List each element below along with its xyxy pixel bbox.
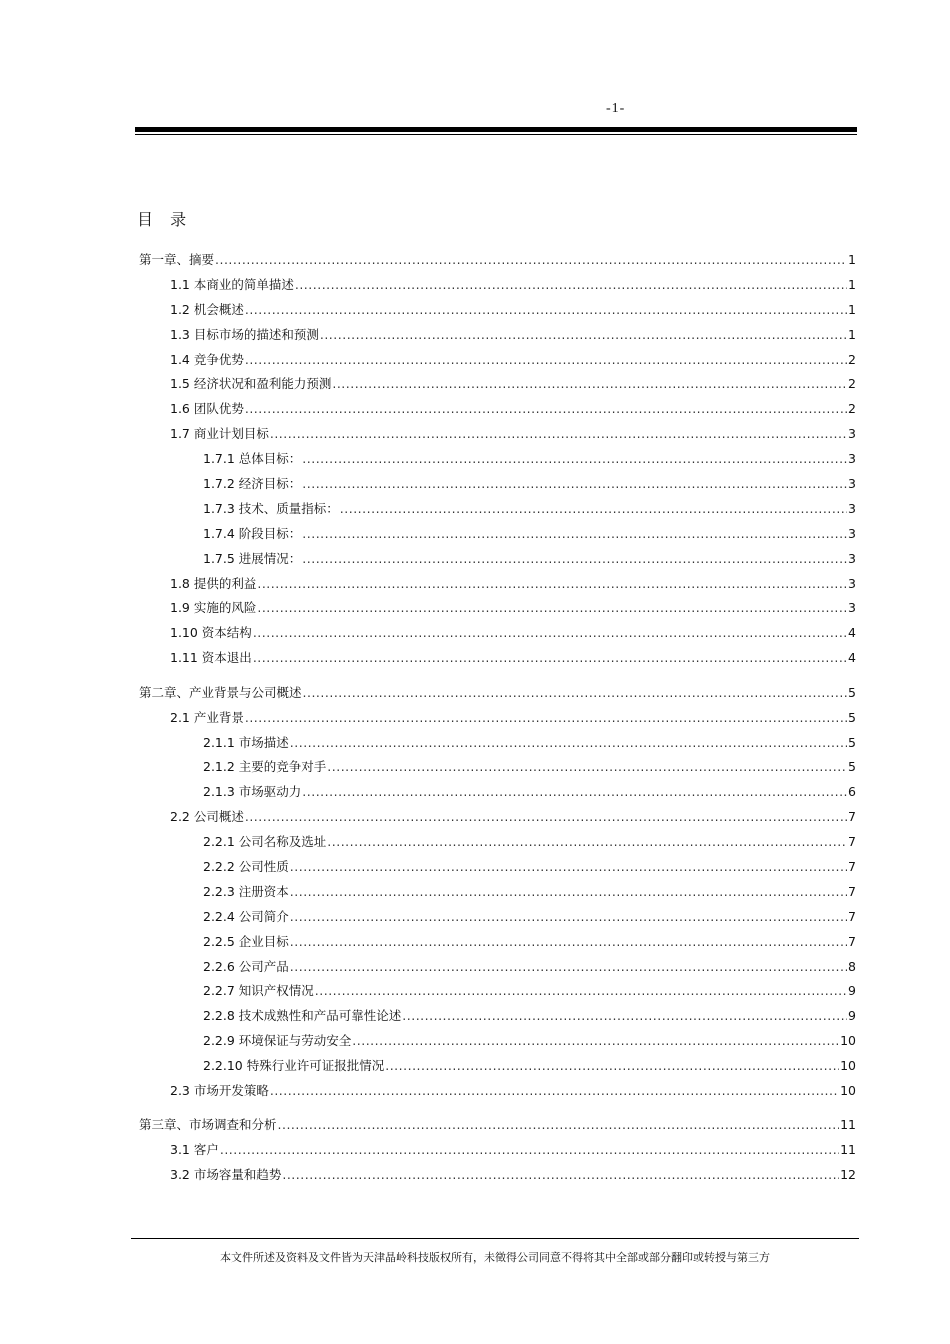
toc-title: 目 录 — [137, 210, 193, 229]
toc-entry[interactable] — [139, 1138, 856, 1163]
toc-dot-leader — [302, 522, 847, 547]
toc-entry-label: 2.3 市场开发策略 — [170, 1082, 269, 1098]
toc-dot-leader — [282, 1163, 839, 1188]
toc-entry-page: 3 — [848, 500, 856, 516]
toc-entry-page: 8 — [848, 958, 856, 974]
toc-entry[interactable] — [139, 447, 856, 472]
toc-entry-label: 2.2.2 公司性质 — [203, 858, 289, 874]
footer-copyright-notice: 本文件所述及资料及文件皆为天津晶岭科技版权所有，未徵得公司同意不得将其中全部或部分翻印或转授与第三方 — [220, 1251, 770, 1264]
toc-entry-label: 1.8 提供的利益 — [170, 575, 257, 591]
toc-dot-leader — [385, 1054, 839, 1079]
toc-dot-leader — [402, 1004, 847, 1029]
toc-entry[interactable] — [139, 646, 856, 671]
toc-entry-page: 4 — [848, 650, 856, 666]
header-rule-thick — [135, 127, 857, 132]
toc-dot-leader — [352, 1029, 839, 1054]
toc-dot-leader — [327, 830, 847, 855]
toc-dot-leader — [220, 1138, 839, 1163]
toc-entry-page: 2 — [848, 351, 856, 367]
toc-entry-label: 2.2.4 公司简介 — [203, 908, 289, 924]
toc-entry[interactable] — [139, 1004, 856, 1029]
toc-entry[interactable] — [139, 348, 856, 373]
toc-dot-leader — [303, 681, 847, 706]
toc-entry-label: 1.7 商业计划目标 — [170, 426, 269, 442]
toc-dot-leader — [302, 447, 847, 472]
toc-entry[interactable] — [139, 706, 856, 731]
toc-dot-leader — [290, 880, 847, 905]
toc-dot-leader — [257, 596, 847, 621]
toc-entry-page: 6 — [848, 784, 856, 800]
toc-dot-leader — [302, 547, 847, 572]
toc-chapter-entry[interactable] — [139, 681, 856, 706]
toc-entry[interactable] — [139, 372, 856, 397]
table-of-contents — [139, 248, 856, 1188]
toc-entry-page: 10 — [840, 1058, 856, 1074]
toc-entry-page: 12 — [840, 1167, 856, 1183]
toc-dot-leader — [270, 1079, 839, 1104]
toc-entry-label: 1.7.1 总体目标： — [203, 451, 302, 467]
toc-entry-page: 2 — [848, 376, 856, 392]
toc-entry[interactable] — [139, 1029, 856, 1054]
toc-entry-page: 11 — [840, 1142, 856, 1158]
toc-entry-page: 5 — [848, 709, 856, 725]
toc-entry-page: 11 — [840, 1117, 856, 1133]
toc-entry-page: 3 — [848, 451, 856, 467]
toc-entry-page: 5 — [848, 684, 856, 700]
toc-dot-leader — [215, 248, 847, 273]
toc-entry-label: 1.4 竞争优势 — [170, 351, 244, 367]
toc-dot-leader — [245, 706, 847, 731]
toc-entry-page: 9 — [848, 983, 856, 999]
toc-entry-page: 7 — [848, 883, 856, 899]
toc-dot-leader — [253, 621, 847, 646]
toc-entry-page: 1 — [848, 326, 856, 342]
toc-entry-label: 3.1 客户 — [170, 1142, 219, 1158]
footer-rule — [131, 1238, 859, 1239]
toc-entry-label: 2.2.3 注册资本 — [203, 883, 289, 899]
toc-entry-label: 1.7.4 阶段目标： — [203, 525, 302, 541]
toc-dot-leader — [245, 298, 847, 323]
toc-entry-page: 3 — [848, 600, 856, 616]
toc-entry-page: 10 — [840, 1033, 856, 1049]
toc-entry[interactable] — [139, 930, 856, 955]
toc-dot-leader — [245, 805, 847, 830]
toc-dot-leader — [302, 780, 847, 805]
toc-entry[interactable] — [139, 572, 856, 597]
toc-entry-page: 3 — [848, 426, 856, 442]
toc-dot-leader — [295, 273, 847, 298]
toc-entry-label: 1.11 资本退出 — [170, 650, 252, 666]
header-rule-thin — [135, 134, 857, 135]
toc-entry[interactable] — [139, 497, 856, 522]
toc-entry-label: 第一章、摘要 — [139, 252, 215, 267]
toc-entry-label: 2.1.1 市场描述 — [203, 734, 289, 750]
toc-entry-page: 1 — [848, 252, 856, 267]
page-number: -1- — [606, 101, 626, 116]
toc-entry[interactable] — [139, 397, 856, 422]
toc-entry[interactable] — [139, 422, 856, 447]
toc-entry[interactable] — [139, 298, 856, 323]
toc-entry-page: 9 — [848, 1008, 856, 1024]
toc-entry-page: 5 — [848, 734, 856, 750]
toc-dot-leader — [340, 497, 847, 522]
toc-entry-label: 1.1 本商业的简单描述 — [170, 276, 294, 292]
toc-dot-leader — [253, 646, 847, 671]
toc-dot-leader — [290, 905, 847, 930]
toc-entry[interactable] — [139, 805, 856, 830]
toc-entry-label: 第二章、产业背景与公司概述 — [139, 684, 302, 700]
toc-entry[interactable] — [139, 472, 856, 497]
toc-entry[interactable] — [139, 855, 856, 880]
toc-entry[interactable] — [139, 1054, 856, 1079]
toc-entry-page: 4 — [848, 625, 856, 641]
toc-entry-label: 2.2.6 公司产品 — [203, 958, 289, 974]
toc-entry-page: 7 — [848, 858, 856, 874]
toc-entry-label: 1.5 经济状况和盈利能力预测 — [170, 376, 332, 392]
toc-entry[interactable] — [139, 547, 856, 572]
toc-dot-leader — [278, 1113, 840, 1138]
toc-entry[interactable] — [139, 830, 856, 855]
toc-dot-leader — [257, 572, 847, 597]
toc-entry-label: 2.1.3 市场驱动力 — [203, 784, 302, 800]
toc-dot-leader — [245, 348, 847, 373]
toc-entry[interactable] — [139, 621, 856, 646]
toc-dot-leader — [245, 397, 847, 422]
toc-dot-leader — [290, 955, 847, 980]
toc-entry-label: 1.7.3 技术、质量指标： — [203, 500, 339, 516]
toc-entry[interactable] — [139, 1163, 856, 1188]
toc-dot-leader — [270, 422, 847, 447]
toc-entry[interactable] — [139, 955, 856, 980]
toc-entry-label: 2.2.9 环境保证与劳动安全 — [203, 1033, 352, 1049]
toc-entry-page: 3 — [848, 550, 856, 566]
toc-dot-leader — [290, 855, 847, 880]
toc-entry-label: 1.9 实施的风险 — [170, 600, 257, 616]
toc-chapter-entry[interactable] — [139, 248, 856, 273]
toc-entry-label: 2.2 公司概述 — [170, 809, 244, 825]
toc-entry[interactable] — [139, 905, 856, 930]
toc-entry-page: 2 — [848, 401, 856, 417]
toc-entry-label: 2.2.7 知识产权情况 — [203, 983, 314, 999]
toc-dot-leader — [327, 755, 847, 780]
toc-dot-leader — [302, 472, 847, 497]
toc-entry-label: 1.7.2 经济目标： — [203, 476, 302, 492]
toc-entry-page: 7 — [848, 933, 856, 949]
toc-entry-label: 3.2 市场容量和趋势 — [170, 1167, 282, 1183]
toc-entry-page: 3 — [848, 575, 856, 591]
toc-entry-label: 1.6 团队优势 — [170, 401, 244, 417]
toc-entry[interactable] — [139, 596, 856, 621]
toc-dot-leader — [320, 323, 847, 348]
toc-dot-leader — [332, 372, 847, 397]
toc-entry-label: 1.10 资本结构 — [170, 625, 252, 641]
toc-entry-label: 2.2.8 技术成熟性和产品可靠性论述 — [203, 1008, 402, 1024]
toc-dot-leader — [315, 979, 847, 1004]
toc-entry-label: 2.1 产业背景 — [170, 709, 244, 725]
toc-entry[interactable] — [139, 1079, 856, 1104]
toc-entry[interactable] — [139, 880, 856, 905]
toc-entry-page: 1 — [848, 276, 856, 292]
toc-entry[interactable] — [139, 522, 856, 547]
toc-entry-page: 10 — [840, 1082, 856, 1098]
toc-dot-leader — [290, 731, 847, 756]
toc-entry-label: 2.2.10 特殊行业许可证报批情况 — [203, 1058, 385, 1074]
toc-entry[interactable] — [139, 780, 856, 805]
toc-entry-page: 5 — [848, 759, 856, 775]
toc-entry-label: 2.2.1 公司名称及选址 — [203, 834, 327, 850]
toc-entry-page: 1 — [848, 301, 856, 317]
toc-entry-page: 7 — [848, 834, 856, 850]
toc-entry-label: 2.1.2 主要的竞争对手 — [203, 759, 327, 775]
toc-entry-page: 7 — [848, 809, 856, 825]
toc-entry-page: 3 — [848, 525, 856, 541]
toc-dot-leader — [290, 930, 847, 955]
toc-chapter-entry[interactable] — [139, 1113, 856, 1138]
toc-entry[interactable] — [139, 755, 856, 780]
toc-entry[interactable] — [139, 273, 856, 298]
toc-entry-label: 第三章、市场调查和分析 — [139, 1117, 277, 1133]
toc-entry[interactable] — [139, 323, 856, 348]
toc-entry-label: 1.2 机会概述 — [170, 301, 244, 317]
toc-entry-page: 3 — [848, 476, 856, 492]
toc-entry-page: 7 — [848, 908, 856, 924]
toc-entry[interactable] — [139, 979, 856, 1004]
toc-entry-label: 2.2.5 企业目标 — [203, 933, 289, 949]
toc-entry-label: 1.7.5 进展情况： — [203, 550, 302, 566]
toc-entry[interactable] — [139, 731, 856, 756]
toc-entry-label: 1.3 目标市场的描述和预测 — [170, 326, 319, 342]
